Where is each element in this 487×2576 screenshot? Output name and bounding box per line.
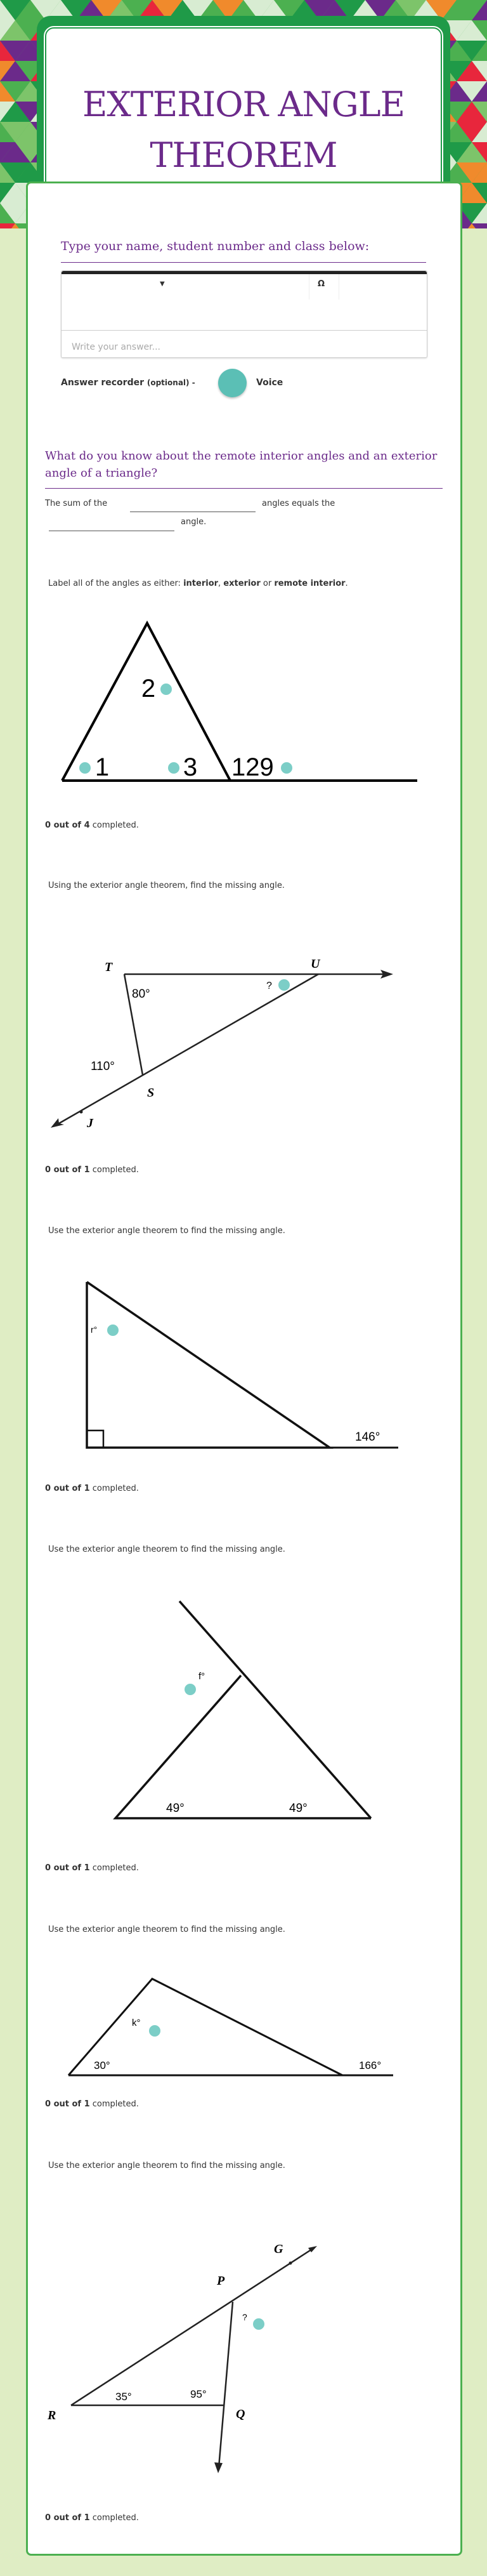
vertex-label-r: R	[48, 2408, 56, 2422]
angle-label-30: 30°	[94, 2059, 110, 2071]
recorder-label-text: Answer recorder	[61, 378, 144, 388]
voice-record-button[interactable]	[218, 369, 247, 397]
page-title	[46, 79, 441, 181]
label-hotspot[interactable]	[280, 762, 293, 774]
triangle-diagram-1	[0, 609, 487, 793]
progress-suffix: completed.	[89, 1863, 139, 1873]
progress-text	[45, 1165, 139, 1175]
title-line-1: EXTERIOR ANGLE	[82, 84, 405, 124]
question-prompt: Use the exterior angle theorem to find the missing angle.	[48, 1545, 285, 1554]
sentence-part-3: angle.	[181, 517, 207, 527]
sentence-part-2: angles equals the	[262, 499, 335, 508]
prompt-text: Label all of the angles as either:	[48, 579, 184, 588]
question-prompt	[48, 579, 348, 588]
angle-label-49-right: 49°	[289, 1802, 308, 1815]
progress-text	[45, 821, 139, 830]
question-prompt: Using the exterior angle theorem, find the missing angle.	[48, 881, 285, 890]
angle-label-3: 3	[183, 753, 198, 781]
progress-suffix: completed.	[89, 821, 139, 830]
voice-label: Voice	[256, 378, 283, 388]
question-prompt: Use the exterior angle theorem to find the missing angle.	[48, 1226, 285, 1236]
missing-angle-label: k°	[132, 2018, 141, 2028]
triangle-diagram-3	[0, 1269, 487, 1460]
progress-count: 0 out of 1	[45, 1863, 90, 1873]
progress-count: 0 out of 1	[45, 2099, 90, 2109]
missing-angle-label: r°	[91, 1324, 98, 1335]
angle-label-1: 1	[94, 753, 110, 781]
term-remote-interior: remote interior	[274, 579, 346, 588]
progress-count: 0 out of 4	[45, 821, 90, 830]
angle-label-80: 80°	[132, 987, 150, 1001]
progress-count: 0 out of 1	[45, 1484, 90, 1493]
progress-count: 0 out of 1	[45, 2513, 90, 2523]
term-exterior: exterior	[223, 579, 261, 588]
vertex-label-q: Q	[236, 2407, 245, 2421]
vertex-label-p: P	[217, 2274, 225, 2288]
angle-label-95: 95°	[190, 2388, 207, 2400]
angle-label-129: 129	[231, 753, 274, 781]
progress-suffix: completed.	[89, 1484, 139, 1493]
vertex-label-g: G	[274, 2242, 283, 2256]
triangle-diagram-4	[0, 1587, 487, 1828]
blank-input-1[interactable]	[130, 504, 256, 512]
answer-hotspot[interactable]	[252, 2318, 265, 2330]
label-hotspot[interactable]	[160, 683, 172, 696]
progress-text	[45, 2513, 139, 2523]
triangle-diagram-5	[0, 1967, 487, 2088]
progress-suffix: completed.	[89, 2513, 139, 2523]
divider	[45, 488, 443, 489]
question-prompt: Use the exterior angle theorem to find the missing angle.	[48, 1925, 285, 1934]
blank-input-2[interactable]	[49, 523, 174, 531]
answer-recorder-label	[61, 378, 195, 388]
missing-angle-label: ?	[266, 981, 272, 991]
missing-angle-label: ?	[242, 2312, 247, 2322]
section-heading: What do you know about the remote interior angles and an exterior angle of a triangle?	[45, 449, 438, 480]
term-interior: interior	[183, 579, 219, 588]
angle-label-166: 166°	[359, 2059, 382, 2071]
answer-hotspot[interactable]	[278, 979, 290, 991]
separator: ,	[218, 579, 224, 588]
progress-text	[45, 1484, 139, 1493]
answer-hotspot[interactable]	[107, 1324, 119, 1337]
angle-label-146: 146°	[355, 1430, 380, 1444]
angle-label-49-left: 49°	[166, 1802, 185, 1815]
divider	[61, 262, 426, 263]
progress-suffix: completed.	[89, 2099, 139, 2109]
caret-down-icon[interactable]: ▼	[160, 281, 165, 287]
answer-placeholder: Write your answer...	[72, 342, 160, 352]
sentence-part-1: The sum of the	[45, 499, 108, 508]
editor-toolbar	[62, 274, 427, 331]
question-prompt: Use the exterior angle theorem to find the missing angle.	[48, 2161, 285, 2170]
recorder-optional-text: (optional) -	[146, 378, 195, 387]
progress-suffix: completed.	[89, 1165, 139, 1175]
answer-hotspot[interactable]	[148, 2024, 161, 2037]
angle-label-2: 2	[141, 675, 156, 703]
title-line-2: THEOREM	[150, 135, 337, 175]
angle-label-110: 110°	[91, 1060, 115, 1073]
triangle-diagram-6	[0, 2234, 487, 2481]
answer-hotspot[interactable]	[184, 1683, 197, 1696]
special-character-omega-button[interactable]: Ω	[318, 279, 325, 289]
label-hotspot[interactable]	[79, 762, 91, 774]
suffix: .	[345, 579, 348, 588]
missing-angle-label: f°	[198, 1671, 205, 1682]
progress-text	[45, 2099, 139, 2109]
separator: or	[260, 579, 275, 588]
name-prompt-heading: Type your name, student number and class below:	[61, 239, 370, 253]
rich-text-answer-editor	[61, 270, 427, 358]
progress-count: 0 out of 1	[45, 1165, 90, 1175]
angle-label-35: 35°	[115, 2391, 132, 2403]
vertex-label-t: T	[105, 960, 113, 974]
label-hotspot[interactable]	[167, 762, 180, 774]
vertex-label-u: U	[311, 957, 320, 971]
progress-text	[45, 1863, 139, 1873]
vertex-label-s: S	[147, 1086, 155, 1100]
triangle-diagram-2	[0, 939, 487, 1142]
vertex-label-j: J	[87, 1116, 93, 1130]
